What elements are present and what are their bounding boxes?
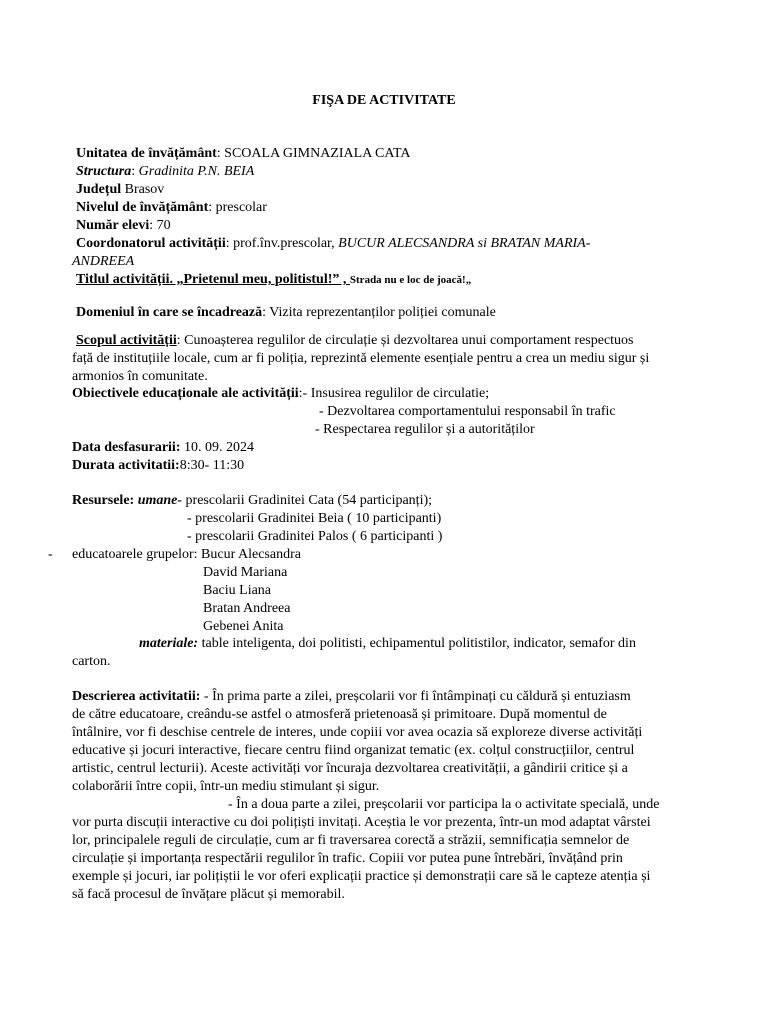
structure-label: Structura [76, 164, 132, 179]
county-line [76, 181, 164, 199]
description-line: colaborării între copii, într-un mediu stimulant și sigur. [72, 779, 380, 794]
description-label: Descrierea activitatii: [72, 689, 201, 704]
county-value: Brasov [121, 182, 165, 197]
description-text-1: - În prima parte a zilei, preșcolarii vor fi întâmpinați cu căldură și entuziasm [200, 689, 631, 704]
description-line: să facă procesul de învățare plăcut și memorabil. [72, 887, 345, 902]
materials-text-1: table inteligenta, doi politisti, echipamentul politistilor, indicator, semafor din [198, 636, 636, 651]
activity-title-line [76, 271, 471, 289]
unit-line [76, 145, 411, 163]
students-label: Număr elevi [76, 218, 150, 233]
coordinator-names: BUCUR ALECSANDRA si BRATAN MARIA- [338, 236, 591, 251]
unit-label: Unitatea de învățământ [76, 146, 217, 161]
coordinator-value: : prof.înv.prescolar, [225, 236, 339, 251]
activity-title-label: Titlul activității. „Prietenul meu, politistul!” , [76, 272, 350, 287]
duration-line [72, 457, 244, 475]
students-line [76, 217, 171, 235]
activity-subtitle: Strada nu e loc de joacă!„ [349, 274, 472, 286]
coordinator-names-cont: ANDREEA [72, 254, 135, 269]
level-value: : prescolar [208, 200, 267, 215]
objective-3: - Respectarea regulilor și a autorităților [315, 422, 535, 437]
teacher-name: Gebenei Anita [203, 619, 284, 634]
resources-line-1 [72, 492, 432, 510]
level-line [76, 199, 267, 217]
duration-value: 8:30- 11:30 [179, 458, 245, 473]
students-value: : 70 [149, 218, 171, 233]
materials-line-1 [139, 635, 636, 653]
description-line: vor purta discuții interactive cu doi polițiști invitați. Aceștia le vor prezenta, într-un mod adaptat vârstei [72, 815, 651, 830]
date-label: Data desfasurarii: [72, 440, 181, 455]
description-line: exemple și jocuri, iar polițiștii le vor oferi explicații practice și demonstrații care să le capteze atenția și [72, 869, 651, 884]
resources-label: Resursele: [72, 493, 138, 508]
duration-label: Durata activitatii: [72, 458, 180, 473]
description-line: de către educatoare, creându-se astfel o atmosferă prietenoasă și primitoare. După momentul de [72, 707, 607, 722]
domain-label: Domeniul în care se încadrează [76, 305, 263, 320]
structure-line [76, 163, 254, 181]
domain-line [76, 304, 496, 322]
resources-human-label: umane- [137, 493, 183, 508]
date-line [72, 439, 254, 457]
resources-item-1: prescolarii Gradinitei Cata (54 participanți); [182, 493, 433, 508]
resources-teachers: educatoarele grupelor: Bucur Alecsandra [72, 547, 301, 562]
scope-line-3: armonios în comunitate. [72, 369, 208, 384]
scope-line-1 [76, 332, 634, 350]
coordinator-label: Coordonatorul activității [76, 236, 226, 251]
materials-label: materiale: [139, 636, 199, 651]
description-line: artistic, centrul lecturii). Aceste activități vor încuraja dezvoltarea creativității, a gândirii critice și a [72, 761, 628, 776]
description-line: circulație și importanța respectării regulilor în trafic. Copiii vor putea pune întrebări, învățând prin [72, 851, 623, 866]
resources-item-2: - prescolarii Gradinitei Beia ( 10 participanti) [187, 511, 442, 526]
materials-line-2: carton. [72, 654, 111, 669]
resources-dash: - [48, 547, 53, 562]
structure-sep: : [131, 164, 139, 179]
scope-line-2: față de instituțiile locale, cum ar fi poliția, reprezintă elemente esențiale pentru a crea un mediu sigur și [72, 351, 650, 366]
county-label: Județul [76, 182, 122, 197]
teacher-name: Bratan Andreea [203, 601, 291, 616]
unit-value: : SCOALA GIMNAZIALA CATA [216, 146, 411, 161]
description-line: întâlnire, vor fi deschise centrele de interes, unde copiii vor avea ocazia să exploreze diverse activități [72, 725, 643, 740]
objectives-line-1 [72, 385, 489, 403]
page-title: FIŞA DE ACTIVITATE [312, 93, 456, 108]
coordinator-line [76, 235, 590, 253]
description-line: educative și jocuri interactive, fiecare centru fiind organizat tematic (ex. colțul construcțiilor, centrul [72, 743, 635, 758]
domain-value: : Vizita reprezentanților poliției comunale [262, 305, 496, 320]
teacher-name: Baciu Liana [203, 583, 272, 598]
objective-2: - Dezvoltarea comportamentului responsabil în trafic [319, 404, 616, 419]
structure-value: Gradinita P.N. BEIA [138, 164, 255, 179]
date-value: 10. 09. 2024 [180, 440, 254, 455]
resources-item-3: - prescolarii Gradinitei Palos ( 6 participanti ) [187, 529, 443, 544]
level-label: Nivelul de învățământ [76, 200, 209, 215]
objectives-label: Obiectivele educaționale ale activității [72, 386, 299, 401]
scope-text-1: : Cunoașterea regulilor de circulație și dezvoltarea unui comportament respectuos [176, 333, 634, 348]
teacher-name: David Mariana [203, 565, 288, 580]
description-line: - În a doua parte a zilei, preșcolarii vor participa la o activitate specială, unde [228, 797, 660, 812]
description-line: lor, principalele reguli de circulație, cum ar fi traversarea corectă a străzii, semnificația semnelor de [72, 833, 630, 848]
objective-1: :- Insusirea regulilor de circulatie; [298, 386, 490, 401]
scope-label: Scopul activității [76, 333, 177, 348]
description-line-1 [72, 688, 631, 706]
